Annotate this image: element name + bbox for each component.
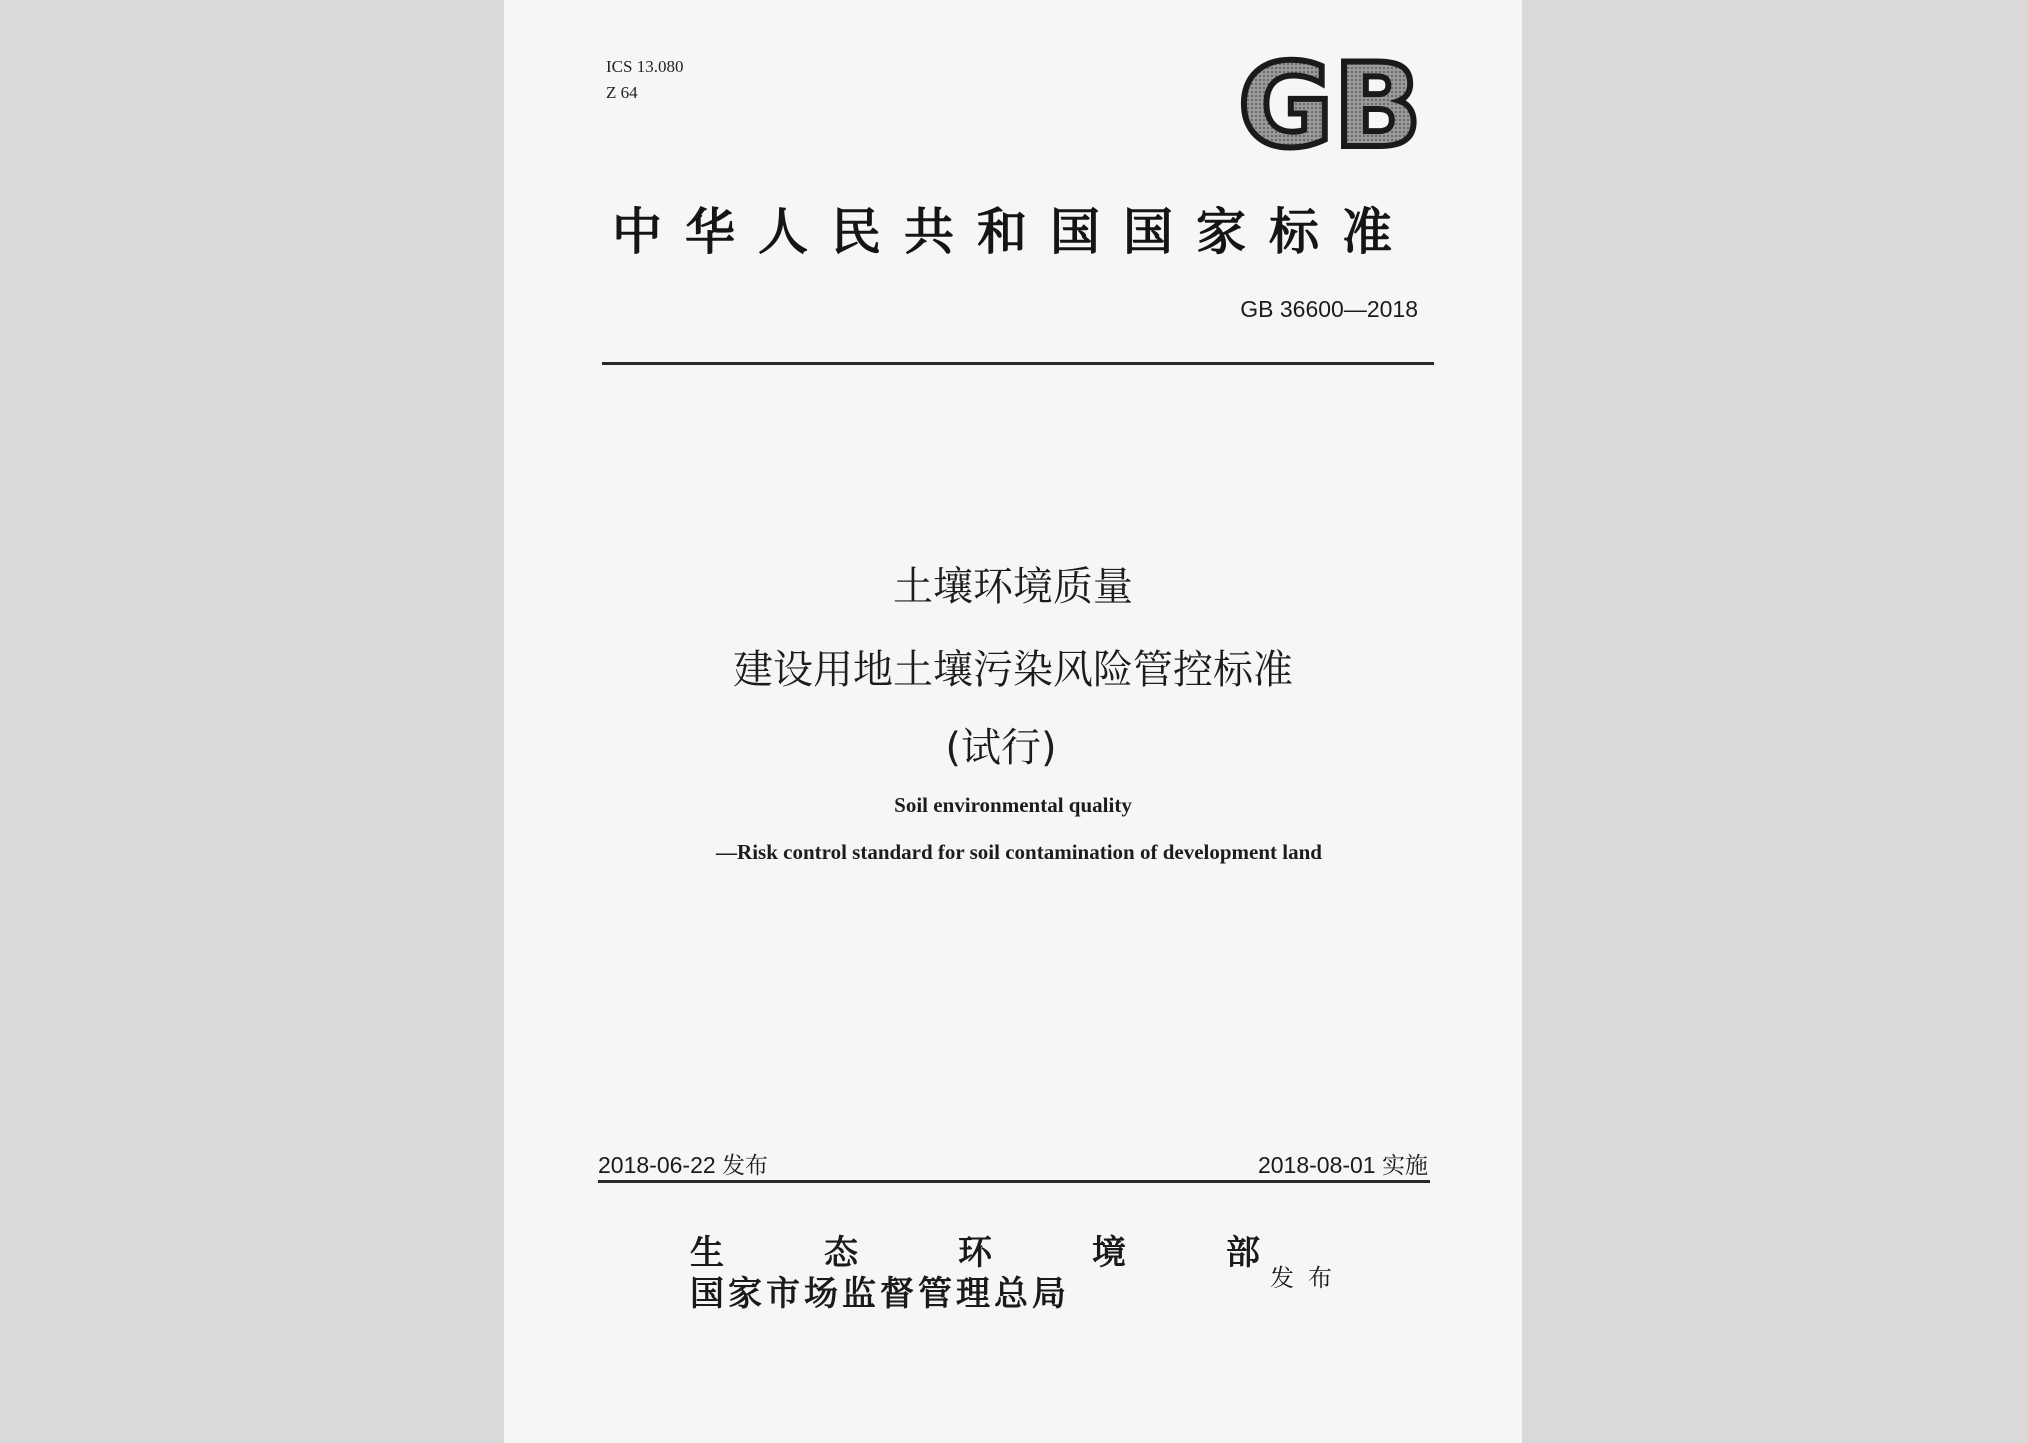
- top-divider: [602, 362, 1434, 365]
- gb-logo: [1230, 50, 1430, 156]
- gb-logo-text: GB: [1238, 50, 1422, 156]
- standard-number: GB 36600—2018: [1240, 296, 1418, 322]
- title-zh-line3: (试行): [945, 725, 1057, 771]
- bottom-divider: [598, 1180, 1430, 1183]
- title-zh-line2: 建设用地土壤污染风险管控标准: [733, 647, 1293, 693]
- issuer-char: 生: [690, 1233, 724, 1273]
- title-zh-line1: 土壤环境质量: [893, 564, 1133, 610]
- issuer-char: 部: [1226, 1233, 1260, 1273]
- publish-label: 发布: [1270, 1264, 1346, 1292]
- ics-code: ICS 13.080: [606, 57, 684, 76]
- issuer-char: 环: [958, 1233, 992, 1273]
- issuer-char: 境: [1092, 1233, 1126, 1273]
- title-en-line2: —Risk control standard for soil contamination of development land: [716, 840, 1322, 864]
- ccs-code: Z 64: [606, 83, 638, 102]
- implementation-date: 2018-08-01 实施: [1257, 1152, 1428, 1178]
- document-page: [504, 0, 1522, 1443]
- issuer-market-regulation: 国家市场监督管理总局: [690, 1274, 1070, 1314]
- title-en-line1: Soil environmental quality: [894, 793, 1132, 817]
- issue-date: 2018-06-22 发布: [598, 1152, 769, 1178]
- issuer-char: 态: [824, 1233, 858, 1273]
- national-standard-title: 中华人民共和国国家标准: [612, 202, 1415, 261]
- classification-codes: [606, 54, 683, 106]
